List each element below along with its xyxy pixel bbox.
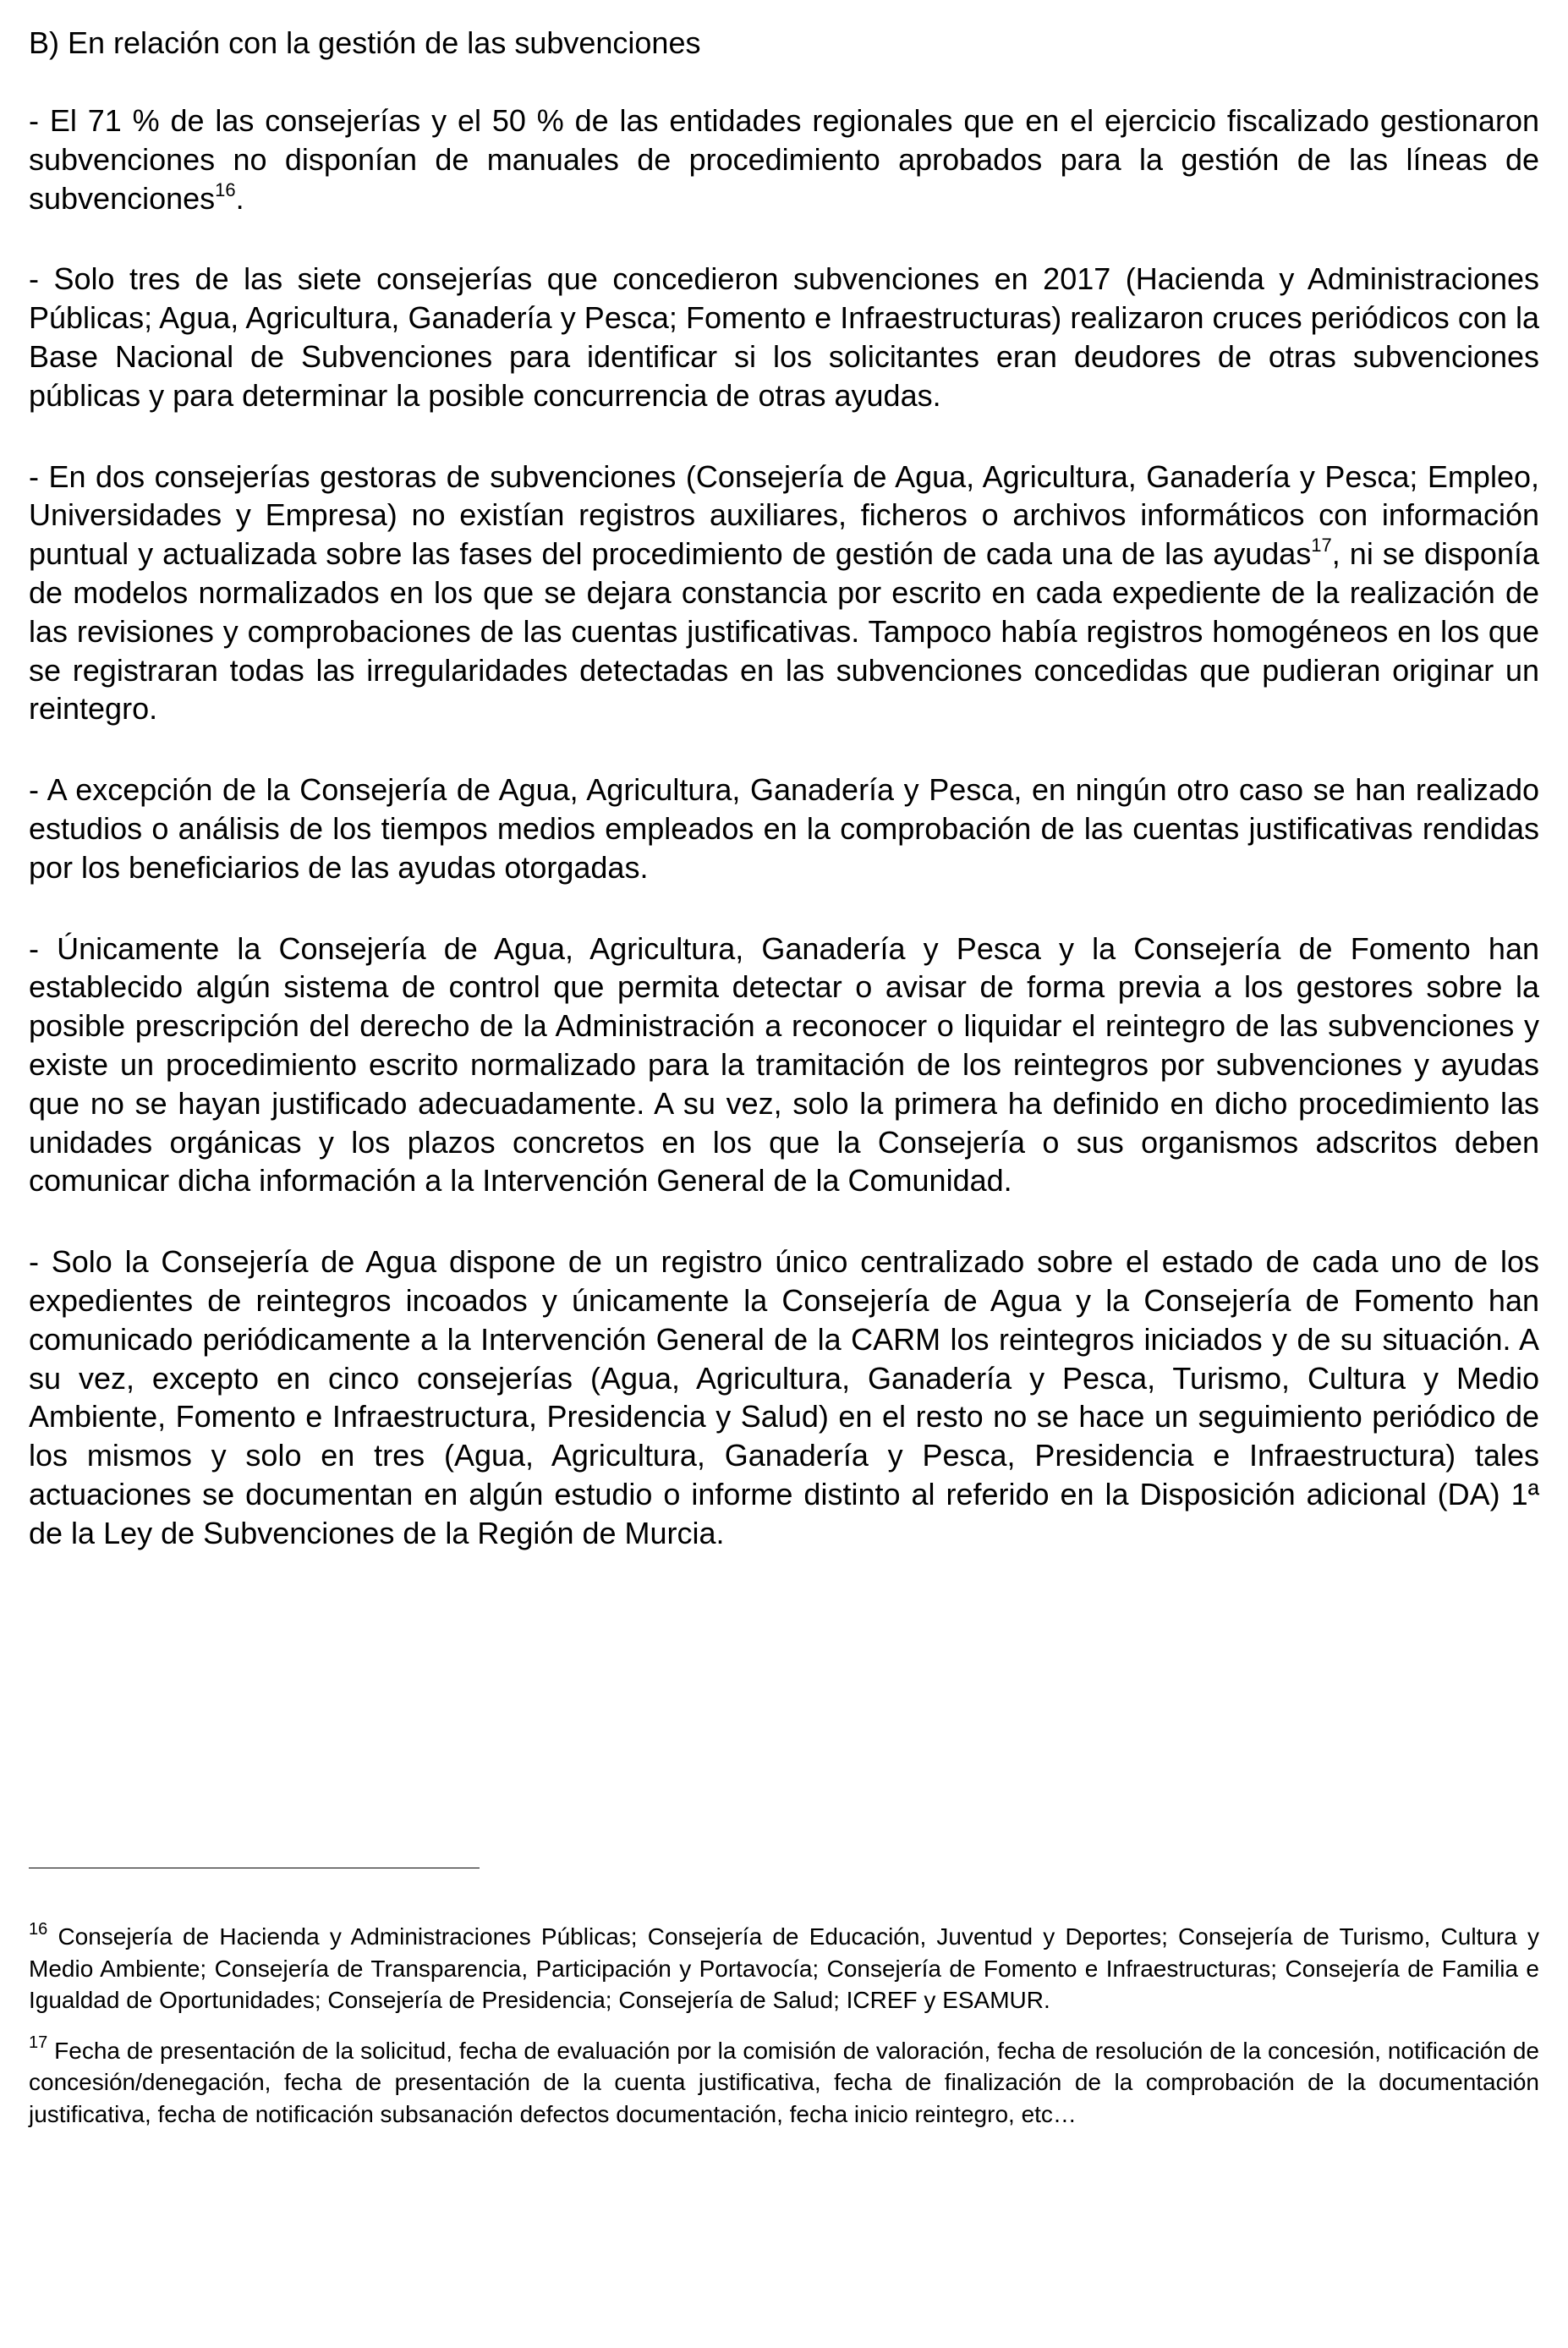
- footnote-number: 16: [29, 1919, 48, 1939]
- paragraph-control: - Únicamente la Consejería de Agua, Agricultura, Ganadería y Pesca y la Consejería de Fomento han establecido algún sistema de control que permita detectar o avisar de forma previa a los gestores sobre la posible prescripción del derecho de la Administración a reconocer o liquidar el reintegro de las subvenciones y existe un procedimiento escrito normalizado para la tramitación de los reintegros por subvenciones y ayudas que no se hayan justificado adecuadamente. A su vez, solo la primera ha definido en dicho procedimiento las unidades orgánicas y los plazos concretos en los que la Consejería o sus organismos adscritos deben comunicar dicha información a la Intervención General de la Comunidad.: [29, 930, 1539, 1199]
- footnote-ref-17[interactable]: 17: [1311, 535, 1332, 557]
- section-heading: B) En relación con la gestión de las subvenciones: [29, 25, 701, 60]
- footnote-text: Fecha de presentación de la solicitud, fecha de evaluación por la comisión de valoración, fecha de resolución de la concesión, notificación de concesión/denegación, fecha de presentación de la cuenta justificativa, fecha de finalización de la comprobación de la documentación justificativa, fecha de notificación subsanación defectos documentación, fecha inicio reintegro, etc…: [29, 2037, 1539, 2127]
- paragraph-text: - En dos consejerías gestoras de subvenciones (Consejería de Agua, Agricultura, Ganadería y Pesca; Empleo, Universidades y Empresa) no existían registros auxiliares, ficheros o archivos informáticos con información puntual y actualizada sobre las fases del procedimiento de gestión de cada una de las ayudas: [29, 458, 1539, 572]
- paragraph-text-end: .: [235, 180, 244, 216]
- footnotes-section: [29, 1868, 1539, 2148]
- footnote-text: Consejería de Hacienda y Administraciones Públicas; Consejería de Educación, Juventud y Deportes; Consejería de Turismo, Cultura y Medio Ambiente; Consejería de Transparencia, Participación y Portavocía; Consejería de Fomento e Infraestructuras; Consejería de Familia e Igualdad de Oportunidades; Consejería de Presidencia; Consejería de Salud; ICREF y ESAMUR.: [29, 1923, 1539, 2013]
- footnote-number: 17: [29, 2033, 48, 2053]
- footnote-16: [29, 1921, 1539, 2016]
- footnote-17: [29, 2035, 1539, 2131]
- paragraph-text-end: , ni se disponía de modelos normalizados en los que se dejara constancia por escrito en cada expediente de la realización de las revisiones y comprobaciones de las cuentas justificativas. Tampoco había registros homogéneos en los que se registraran todas las irregularidades detectadas en las subvenciones concedidas que pudieran originar un reintegro.: [29, 536, 1539, 727]
- paragraph-text: - El 71 % de las consejerías y el 50 % de las entidades regionales que en el ejercicio fiscalizado gestionaron subvenciones no disponían de manuales de procedimiento aprobados para la gestión de las líneas de subvenciones: [29, 103, 1539, 216]
- footnote-ref-16[interactable]: 16: [215, 178, 236, 200]
- document-page: [29, 22, 1539, 1595]
- paragraph-registros: [29, 458, 1539, 729]
- paragraph-estudios: - A excepción de la Consejería de Agua, Agricultura, Ganadería y Pesca, en ningún otro caso se han realizado estudios o análisis de los tiempos medios empleados en la comprobación de las cuentas justificativas rendidas por los beneficiarios de las ayudas otorgadas.: [29, 772, 1539, 885]
- paragraph-cruces: - Solo tres de las siete consejerías que concedieron subvenciones en 2017 (Hacienda y Administraciones Públicas; Agua, Agricultura, Ganadería y Pesca; Fomento e Infraestructuras) realizaron cruces periódicos con la Base Nacional de Subvenciones para identificar si los solicitantes eran deudores de otras subvenciones públicas y para determinar la posible concurrencia de otras ayudas.: [29, 261, 1539, 413]
- paragraph-registro-unico: - Solo la Consejería de Agua dispone de un registro único centralizado sobre el estado de cada uno de los expedientes de reintegros incoados y únicamente la Consejería de Agua y la Consejería de Fomento han comunicado periódicamente a la Intervención General de la CARM los reintegros iniciados y de su situación. A su vez, excepto en cinco consejerías (Agua, Agricultura, Ganadería y Pesca, Turismo, Cultura y Medio Ambiente, Fomento e Infraestructura, Presidencia y Salud) en el resto no se hace un seguimiento periódico de los mismos y solo en tres (Agua, Agricultura, Ganadería y Pesca, Presidencia e Infraestructura) tales actuaciones se documentan en algún estudio o informe distinto al referido en la Disposición adicional (DA) 1ª de la Ley de Subvenciones de la Región de Murcia.: [29, 1244, 1539, 1550]
- paragraph-manuales: [29, 101, 1539, 217]
